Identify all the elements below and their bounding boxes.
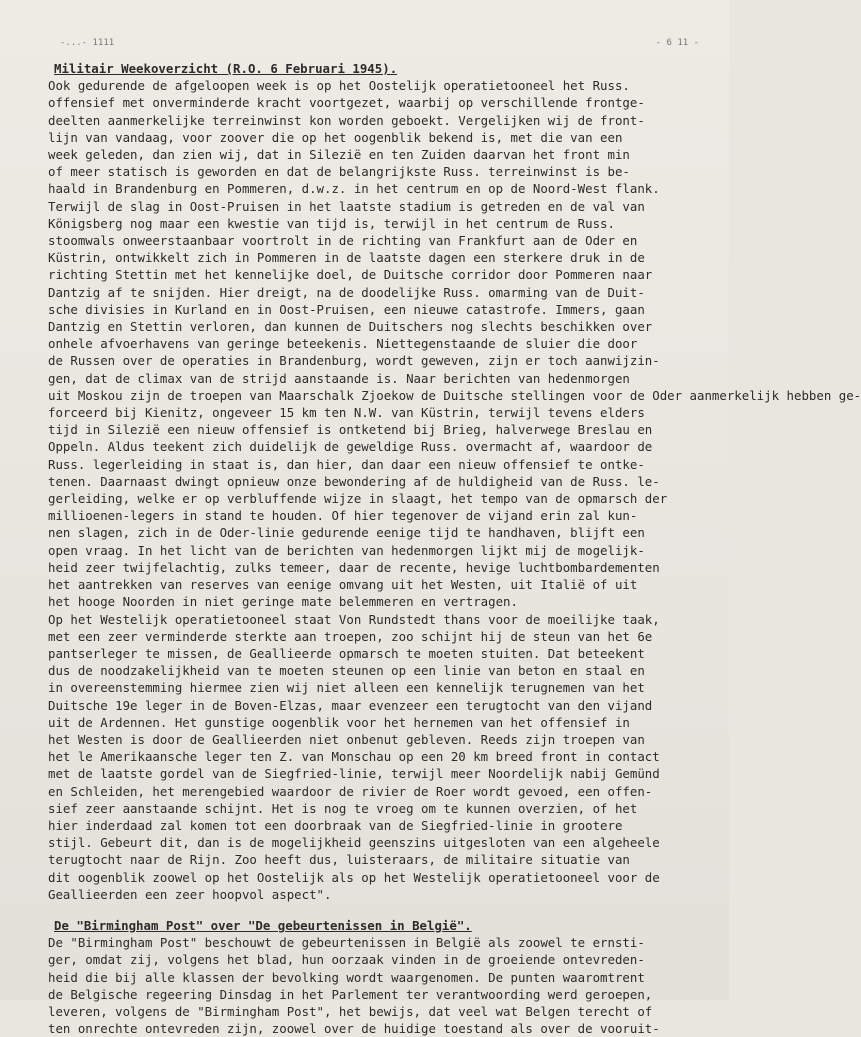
section-text-birmingham-post bbox=[48, 934, 724, 1037]
text-line: uit Moskou zijn de troepen van Maarschalk Zjoekow de Duitsche stellingen voor de Oder aanmerkelijk hebben ge- bbox=[48, 387, 861, 403]
text-line: offensief met onverminderde kracht voortgezet, waarbij op verschillende frontge- bbox=[48, 95, 645, 111]
text-line: hier inderdaad zal komen tot een doorbraak van de Siegfried-linie in grootere bbox=[48, 817, 623, 833]
page-mark-right: - 6 11 - bbox=[655, 38, 699, 48]
text-line: sche divisies in Kurland en in Oost-Pruisen, een nieuwe catastrofe. Immers, gaan bbox=[48, 301, 645, 317]
text-line: de Russen over de operaties in Brandenburg, wordt geweven, zijn er toch aanwijzin- bbox=[48, 353, 660, 369]
section-text-weekoverzicht bbox=[48, 77, 861, 903]
text-line: dus de noodzakelijkheid van te moeten steunen op een linie van beton en staal en bbox=[48, 663, 645, 679]
text-line: uit de Ardennen. Het gunstige oogenblik voor het hernemen van het offensief in bbox=[48, 714, 630, 730]
text-line: pantserleger te missen, de Geallieerde opmarsch te moeten stuiten. Dat beteekent bbox=[48, 645, 645, 661]
text-line: lijn van vandaag, voor zoover die op het oogenblik bekend is, met die van een bbox=[48, 129, 623, 145]
text-line: Duitsche 19e leger in de Boven-Elzas, maar evenzeer een terugtocht van den vijand bbox=[48, 697, 653, 713]
text-line: het Westen is door de Geallieerden niet onbenut gebleven. Reeds zijn troepen van bbox=[48, 731, 645, 747]
text-line: en Schleiden, het merengebied waardoor de rivier de Roer wordt gevoed, een offen- bbox=[48, 783, 653, 799]
text-line: het le Amerikaansche leger ten Z. van Monschau op een 20 km breed front in contact bbox=[48, 749, 660, 765]
text-line: leveren, volgens de "Birmingham Post", het bewijs, dat veel wat Belgen terecht of bbox=[48, 1003, 653, 1019]
text-line: open vraag. In het licht van de berichten van hedenmorgen lijkt mij de mogelijk- bbox=[48, 542, 645, 558]
text-line: het aantrekken van reserves van eenige omvang uit het Westen, uit Italië of uit bbox=[48, 577, 638, 593]
text-line: stoomwals onweerstaanbaar voortrolt in de richting van Frankfurt aan de Oder en bbox=[48, 233, 638, 249]
text-line: forceerd bij Kienitz, ongeveer 15 km ten N.W. van Küstrin, terwijl tevens elders bbox=[48, 405, 645, 421]
text-line: onhele afvoerhavens van geringe beteekenis. Niettegenstaande de sluier die door bbox=[48, 336, 638, 352]
text-line: Königsberg nog maar een kwestie van tijd is, terwijl in het centrum de Russ. bbox=[48, 215, 615, 231]
text-line: ten onrechte ontevreden zijn, zoowel over de huidige toestand als over de vooruit- bbox=[48, 1021, 660, 1037]
text-line: met de laatste gordel van de Siegfried-linie, terwijl meer Noordelijk nabij Gemünd bbox=[48, 766, 660, 782]
text-line: in overeenstemming hiermee zien wij niet alleen een kennelijk terugnemen van het bbox=[48, 680, 645, 696]
text-line: Dantzig en Stettin verloren, dan kunnen de Duitschers nog slechts beschikken over bbox=[48, 319, 653, 335]
text-line: gen, dat de climax van de strijd aanstaande is. Naar berichten van hedenmorgen bbox=[48, 370, 630, 386]
text-line: haald in Brandenburg en Pommeren, d.w.z. in het centrum en op de Noord-West flank. bbox=[48, 181, 660, 197]
section-heading-weekoverzicht: Militair Weekoverzicht (R.O. 6 Februari 1945). bbox=[54, 61, 398, 76]
text-line: Russ. legerleiding in staat is, dan hier, dan daar een nieuw offensief te ontke- bbox=[48, 456, 645, 472]
text-line: Geallieerden een zeer hoopvol aspect". bbox=[48, 886, 332, 902]
text-line: gerleiding, welke er op verbluffende wijze in slaagt, het tempo van de opmarsch der bbox=[48, 491, 668, 507]
text-line: Dantzig af te snijden. Hier dreigt, na de doodelijke Russ. omarming van de Duit- bbox=[48, 284, 645, 300]
document-body bbox=[48, 60, 861, 1037]
text-line: terugtocht naar de Rijn. Zoo heeft dus, luisteraars, de militaire situatie van bbox=[48, 852, 630, 868]
text-line: heid die bij alle klassen der bevolking wordt waargenomen. De punten waaromtrent bbox=[48, 969, 645, 985]
text-line: ger, omdat zij, volgens het blad, hun oorzaak vinden in de groeiende ontevreden- bbox=[48, 952, 645, 968]
text-line: Terwijl de slag in Oost-Pruisen in het laatste stadium is getreden en de val van bbox=[48, 198, 645, 214]
text-line: richting Stettin met het kennelijke doel, de Duitsche corridor door Pommeren naar bbox=[48, 267, 653, 283]
page-mark-left: -...- 1111 bbox=[60, 38, 115, 48]
text-line: Ook gedurende de afgeloopen week is op het Oostelijk operatietooneel het Russ. bbox=[48, 78, 630, 94]
text-line: millioenen-legers in stand te houden. Of hier tegenover de vijand erin zal kun- bbox=[48, 508, 638, 524]
text-line: nen slagen, zich in de Oder-linie gedurende eenige tijd te handhaven, blijft een bbox=[48, 525, 645, 541]
text-line: stijl. Gebeurt dit, dan is de mogelijkheid geenszins uitgesloten van een algeheele bbox=[48, 835, 660, 851]
text-line: of meer statisch is geworden en dat de belangrijkste Russ. terreinwinst is be- bbox=[48, 164, 630, 180]
text-line: de Belgische regeering Dinsdag in het Parlement ter verantwoording werd geroepen, bbox=[48, 986, 653, 1002]
text-line: heid zeer twijfelachtig, zulks temeer, daar de recente, hevige luchtbombardementen bbox=[48, 559, 660, 575]
text-line: het hooge Noorden in niet geringe mate belemmeren en vertragen. bbox=[48, 594, 518, 610]
text-line: week geleden, dan zien wij, dat in Silezië en ten Zuiden daarvan het front min bbox=[48, 147, 630, 163]
text-line: De "Birmingham Post" beschouwt de gebeurtenissen in België als zoowel te ernsti- bbox=[48, 935, 645, 951]
text-line: Op het Westelijk operatietooneel staat Von Rundstedt thans voor de moeilijke taak, bbox=[48, 611, 660, 627]
text-line: deelten aanmerkelijke terreinwinst kon worden geboekt. Vergelijken wij de front- bbox=[48, 112, 645, 128]
text-line: dit oogenblik zoowel op het Oostelijk als op het Westelijk operatietooneel voor de bbox=[48, 869, 660, 885]
text-line: Küstrin, ontwikkelt zich in Pommeren in de laatste dagen een sterkere druk in de bbox=[48, 250, 645, 266]
section-heading-birmingham-post: De "Birmingham Post" over "De gebeurtenissen in België". bbox=[54, 917, 472, 933]
text-line: tenen. Daarnaast dwingt opnieuw onze bewondering af de huldigheid van de Russ. le- bbox=[48, 473, 660, 489]
text-line: sief zeer aanstaande schijnt. Het is nog te vroeg om te kunnen overzien, of het bbox=[48, 800, 638, 816]
text-line: tijd in Silezië een nieuw offensief is ontketend bij Brieg, halverwege Breslau en bbox=[48, 422, 653, 438]
text-line: met een zeer verminderde sterkte aan troepen, zoo schijnt hij de steun van het 6e bbox=[48, 628, 653, 644]
text-line: Oppeln. Aldus teekent zich duidelijk de geweldige Russ. overmacht af, waardoor de bbox=[48, 439, 653, 455]
